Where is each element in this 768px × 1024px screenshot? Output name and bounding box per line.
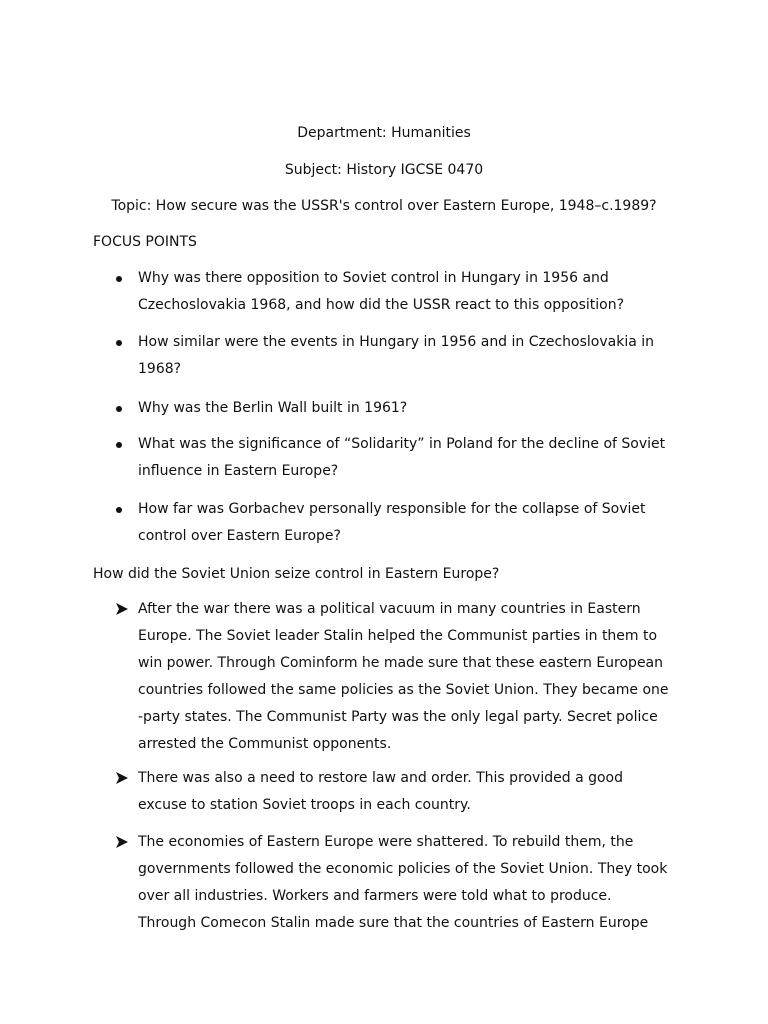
seize-control-point-3-line-2: governments followed the economic policies of the Soviet Union. They took <box>138 861 668 877</box>
seize-control-point-2-line-1: There was also a need to restore law and order. This provided a good <box>138 770 624 786</box>
subject-line: Subject: History IGCSE 0470 <box>284 162 484 178</box>
focus-point-5 <box>138 496 678 550</box>
disc-bullet-icon <box>116 406 124 414</box>
focus-point-3-line-1: Why was the Berlin Wall built in 1961? <box>138 400 408 416</box>
arrowhead-bullet-icon <box>116 772 128 784</box>
disc-bullet-icon <box>116 276 124 284</box>
seize-control-point-2-line-2: excuse to station Soviet troops in each country. <box>138 797 471 813</box>
seize-control-point-3 <box>138 829 678 937</box>
focus-point-2 <box>138 329 678 383</box>
seize-control-point-2 <box>138 765 678 819</box>
focus-point-2-line-1: How similar were the events in Hungary in 1956 and in Czechoslovakia in <box>138 334 655 350</box>
seize-control-point-1-line-3: win power. Through Cominform he made sure that these eastern European <box>138 655 664 671</box>
seize-control-heading: How did the Soviet Union seize control in Eastern Europe? <box>93 566 500 582</box>
focus-point-2-line-2: 1968? <box>138 361 182 377</box>
seize-control-point-3-line-1: The economies of Eastern Europe were shattered. To rebuild them, the <box>138 834 634 850</box>
focus-point-5-line-2: control over Eastern Europe? <box>138 528 341 544</box>
seize-control-point-3-line-3: over all industries. Workers and farmers were told what to produce. <box>138 888 612 904</box>
seize-control-point-1-line-5: -party states. The Communist Party was the only legal party. Secret police <box>138 709 658 725</box>
seize-control-point-1-line-6: arrested the Communist opponents. <box>138 736 392 752</box>
seize-control-point-1-line-1: After the war there was a political vacuum in many countries in Eastern <box>138 601 641 617</box>
focus-point-4-line-1: What was the significance of “Solidarity” in Poland for the decline of Soviet <box>138 436 666 452</box>
focus-point-5-line-1: How far was Gorbachev personally responsible for the collapse of Soviet <box>138 501 646 517</box>
focus-point-1-line-2: Czechoslovakia 1968, and how did the USSR react to this opposition? <box>138 297 625 313</box>
disc-bullet-icon <box>116 507 124 515</box>
department-line: Department: Humanities <box>297 125 471 141</box>
arrowhead-bullet-icon <box>116 603 128 615</box>
seize-control-point-3-line-4: Through Comecon Stalin made sure that the countries of Eastern Europe <box>138 915 649 931</box>
disc-bullet-icon <box>116 442 124 450</box>
seize-control-point-1-line-2: Europe. The Soviet leader Stalin helped the Communist parties in them to <box>138 628 658 644</box>
disc-bullet-icon <box>116 340 124 348</box>
focus-point-1-line-1: Why was there opposition to Soviet control in Hungary in 1956 and <box>138 270 609 286</box>
topic-line: Topic: How secure was the USSR's control over Eastern Europe, 1948–c.1989? <box>111 198 657 214</box>
seize-control-point-1-line-4: countries followed the same policies as the Soviet Union. They became one <box>138 682 669 698</box>
focus-points-heading: FOCUS POINTS <box>93 234 197 250</box>
focus-point-1 <box>138 265 678 319</box>
focus-point-3 <box>138 395 678 422</box>
focus-point-4 <box>138 431 678 485</box>
focus-point-4-line-2: influence in Eastern Europe? <box>138 463 339 479</box>
arrowhead-bullet-icon <box>116 836 128 848</box>
seize-control-point-1 <box>138 596 678 758</box>
